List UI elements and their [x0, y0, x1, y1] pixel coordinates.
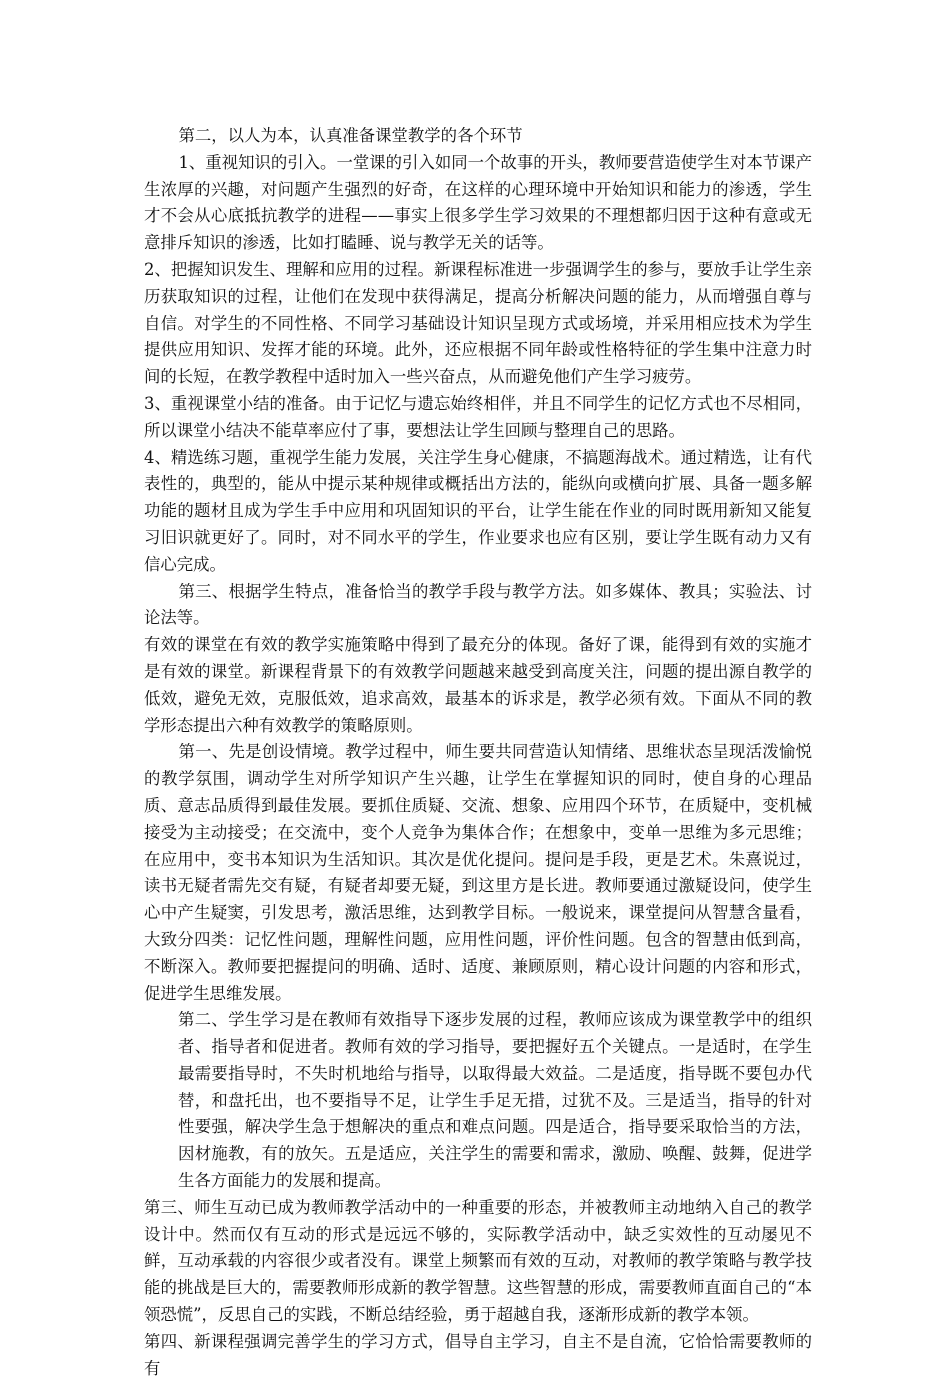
document-body [144, 123, 812, 1382]
paragraph-strategy-4: 第四、新课程强调完善学生的学习方式，倡导自主学习，自主不是自流，它恰恰需要教师的有 [144, 1331, 812, 1378]
paragraph-strategy-3: 第三、师生互动已成为教师教学活动中的一种重要的形态，并被教师主动地纳入自己的教学设计中。然而仅有互动的形式是远远不够的，实际教学活动中，缺乏实效性的互动屡见不鲜，互动承载的内容很少或者没有。课堂上频繁而有效的互动，对教师的教学策略与教学技能的挑战是巨大的，需要教师形成新的教学智慧。这些智慧的形成，需要教师直面自己的“本领恐慌”，反思自己的实践，不断总结经验，勇于超越自我，逐渐形成新的教学本领。 [144, 1197, 812, 1325]
paragraph-exercises: 4、精选练习题，重视学生能力发展，关注学生身心健康，不搞题海战术。通过精选，让有代表性的，典型的，能从中提示某种规律或概括出方法的，能纵向或横向扩展、具备一题多解功能的题材且成为学生手中应用和巩固知识的平台，让学生能在作业的同时既用新知又能复习旧识就更好了。同时，对不同水平的学生，作业要求也应有区别，要让学生既有动力又有信心完成。 [144, 447, 812, 574]
paragraph-strategy-2 [144, 1007, 812, 1195]
paragraph-effective-classroom: 有效的课堂在有效的教学实施策略中得到了最充分的体现。备好了课，能得到有效的实施才是有效的课堂。新课程背景下的有效教学问题越来越受到高度关注，问题的提出源自教学的低效，避免无效，克服低效，追求高效，最基本的诉求是，教学必须有效。下面从不同的教学形态提出六种有效教学的策略原则。 [144, 635, 812, 735]
paragraph-knowledge-intro: 1、重视知识的引入。一堂课的引入如同一个故事的开头，教师要营造使学生对本节课产生浓厚的兴趣，对问题产生强烈的好奇，在这样的心理环境中开始知识和能力的渗透，学生才不会从心底抵抗教学的进程——事实上很多学生学习效果的不理想都归因于这种有意或无意排斥知识的渗透，比如打瞌睡、说与教学无关的话等。 [144, 152, 812, 253]
paragraph-strategy-1: 第一、先是创设情境。教学过程中，师生要共同营造认知情绪、思维状态呈现活泼愉悦的教学氛围，调动学生对所学知识产生兴趣，让学生在掌握知识的同时，使自身的心理品质、意志品质得到最佳发展。要抓住质疑、交流、想象、应用四个环节，在质疑中，变机械接受为主动接受；在交流中，变个人竞争为集体合作；在想象中，变单一思维为多元思维；在应用中，变书本知识为生活知识。其次是优化提问。提问是手段，更是艺术。朱熹说过，读书无疑者需先交有疑，有疑者却要无疑，到这里方是长进。教师要通过激疑设问，使学生心中产生疑窦，引发思考，激活思维，达到教学目标。一般说来，课堂提问从智慧含量看，大致分四类：记忆性问题，理解性问题，应用性问题，评价性问题。包含的智慧由低到高，不断深入。教师要把握提问的明确、适时、适度、兼顾原则，精心设计问题的内容和形式，促进学生思维发展。 [144, 742, 812, 1003]
paragraph-strategy-2-text: 第二、学生学习是在教师有效指导下逐步发展的过程，教师应该成为课堂教学中的组织者、指导者和促进者。教师有效的学习指导，要把握好五个关键点。一是适时，在学生最需要指导时，不失时机地给与指导，以取得最大效益。二是适度，指导既不要包办代替，和盘托出，也不要指导不足，让学生手足无措，过犹不及。三是适当，指导的针对性要强，解决学生急于想解决的重点和难点问题。四是适合，指导要采取恰当的方法，因材施教，有的放矢。五是适应，关注学生的需要和需求，激励、唤醒、鼓舞，促进学生各方面能力的发展和提高。 [178, 1010, 812, 1191]
section-heading-2: 第二，以人为本，认真准备课堂教学的各个环节 [178, 126, 523, 145]
paragraph-knowledge-process: 2、把握知识发生、理解和应用的过程。新课程标准进一步强调学生的参与，要放手让学生亲历获取知识的过程，让他们在发现中获得满足，提高分析解决问题的能力，从而增强自尊与自信。对学生的不同性格、不同学习基础设计知识呈现方式或场境，并采用相应技术为学生提供应用知识、发挥才能的环境。此外，还应根据不同年龄或性格特征的学生集中注意力时间的长短，在教学教程中适时加入一些兴奋点，从而避免他们产生学习疲劳。 [144, 259, 812, 387]
section-heading-3: 第三、根据学生特点，准备恰当的教学手段与教学方法。如多媒体、教具；实验法、讨论法等。 [144, 581, 812, 628]
paragraph-lesson-summary: 3、重视课堂小结的准备。由于记忆与遗忘始终相伴，并且不同学生的记忆方式也不尽相同，所以课堂小结决不能草率应付了事，要想法让学生回顾与整理自己的思路。 [144, 393, 812, 440]
